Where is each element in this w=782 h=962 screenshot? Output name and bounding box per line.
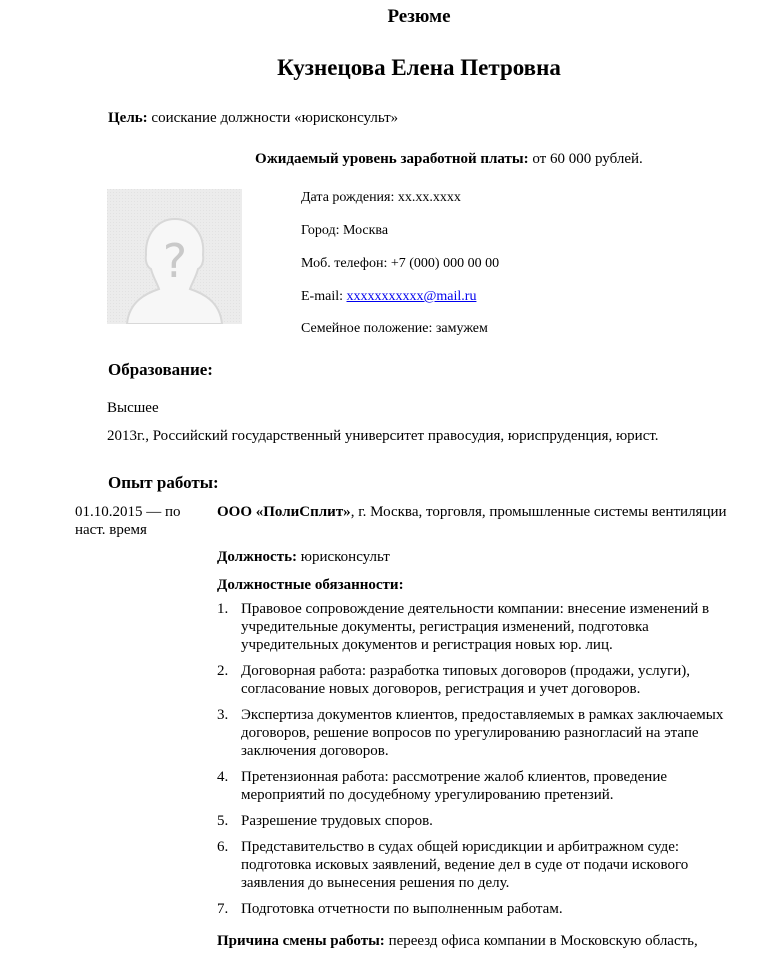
list-text: Подготовка отчетности по выполненным работам.: [241, 901, 563, 917]
list-item: [217, 900, 737, 918]
company-details: , г. Москва, торговля, промышленные системы вентиляции: [350, 504, 727, 520]
salary-value: от 60 000 рублей.: [528, 151, 643, 167]
list-item: [217, 600, 737, 654]
reason-value: переезд офиса компании в Московскую область,: [384, 933, 698, 949]
email-link[interactable]: xxxxxxxxxxx@mail.ru: [346, 289, 477, 304]
list-text: Разрешение трудовых споров.: [241, 813, 433, 829]
education-heading: Образование:: [108, 360, 213, 379]
duties-heading: [217, 576, 737, 594]
education-level: Высшее: [107, 400, 159, 416]
list-item: [217, 768, 737, 804]
list-item: [217, 706, 737, 760]
company-name: ООО «ПолиСплит»: [217, 504, 351, 520]
list-item: [217, 838, 737, 892]
job-period: 01.10.2015 — по наст. время: [75, 504, 181, 538]
list-text: Экспертиза документов клиентов, предоставляемых в рамках заключаемых договоров, решение вопросов по урегулированию разногласий на этапе заключения договоров.: [241, 707, 724, 759]
list-item: [217, 662, 737, 698]
list-number: 7.: [217, 901, 229, 917]
marital-status: Семейное положение: замужем: [301, 321, 488, 336]
list-number: 6.: [217, 839, 229, 855]
email-line: [301, 289, 476, 305]
salary-line: [255, 151, 643, 168]
document-title: Резюме: [387, 6, 451, 27]
person-silhouette-icon: [107, 189, 242, 324]
candidate-name: Кузнецова Елена Петровна: [277, 55, 561, 80]
city: Город: Москва: [301, 223, 389, 238]
list-text: Правовое сопровождение деятельности компании: внесение изменений в учредительные документы, регистрация изменений, подготовка учредительных документов и регистрация новых юр. лиц.: [241, 601, 710, 653]
phone: Моб. телефон: +7 (000) 000 00 00: [301, 256, 500, 271]
birth-date: Дата рождения: хх.хх.хххх: [301, 190, 461, 205]
job-change-reason: [217, 932, 737, 950]
photo-placeholder: [107, 189, 242, 324]
job-position: [217, 548, 737, 566]
duties-label: Должностные обязанности:: [217, 577, 404, 593]
experience-heading: Опыт работы:: [108, 473, 219, 492]
list-item: [217, 812, 737, 830]
job-company: [217, 503, 737, 521]
goal-value: соискание должности «юрисконсульт»: [147, 110, 399, 126]
list-text: Претензионная работа: рассмотрение жалоб клиентов, проведение мероприятий по досудебному урегулированию претензий.: [241, 769, 668, 803]
goal-label: Цель:: [108, 110, 148, 126]
list-text: Представительство в судах общей юрисдикции и арбитражном суде: подготовка исковых заявлений, ведение дел в суде от подачи искового заявления до вынесения решения по делу.: [241, 839, 689, 891]
email-label: E-mail:: [301, 289, 347, 304]
reason-label: Причина смены работы:: [217, 933, 385, 949]
goal-line: [108, 110, 398, 127]
education-detail: 2013г., Российский государственный университет правосудия, юриспруденция, юрист.: [107, 428, 659, 444]
list-number: 1.: [217, 601, 229, 617]
list-text: Договорная работа: разработка типовых договоров (продажи, услуги), согласование новых договоров, регистрация и учет договоров.: [241, 663, 691, 697]
list-number: 2.: [217, 663, 229, 679]
list-number: 3.: [217, 707, 229, 723]
duties-list: [217, 600, 737, 926]
list-number: 4.: [217, 769, 229, 785]
svg-text:?: ?: [162, 234, 188, 288]
salary-label: Ожидаемый уровень заработной платы:: [255, 151, 529, 167]
list-number: 5.: [217, 813, 229, 829]
position-value: юрисконсульт: [297, 549, 390, 565]
position-label: Должность:: [217, 549, 298, 565]
